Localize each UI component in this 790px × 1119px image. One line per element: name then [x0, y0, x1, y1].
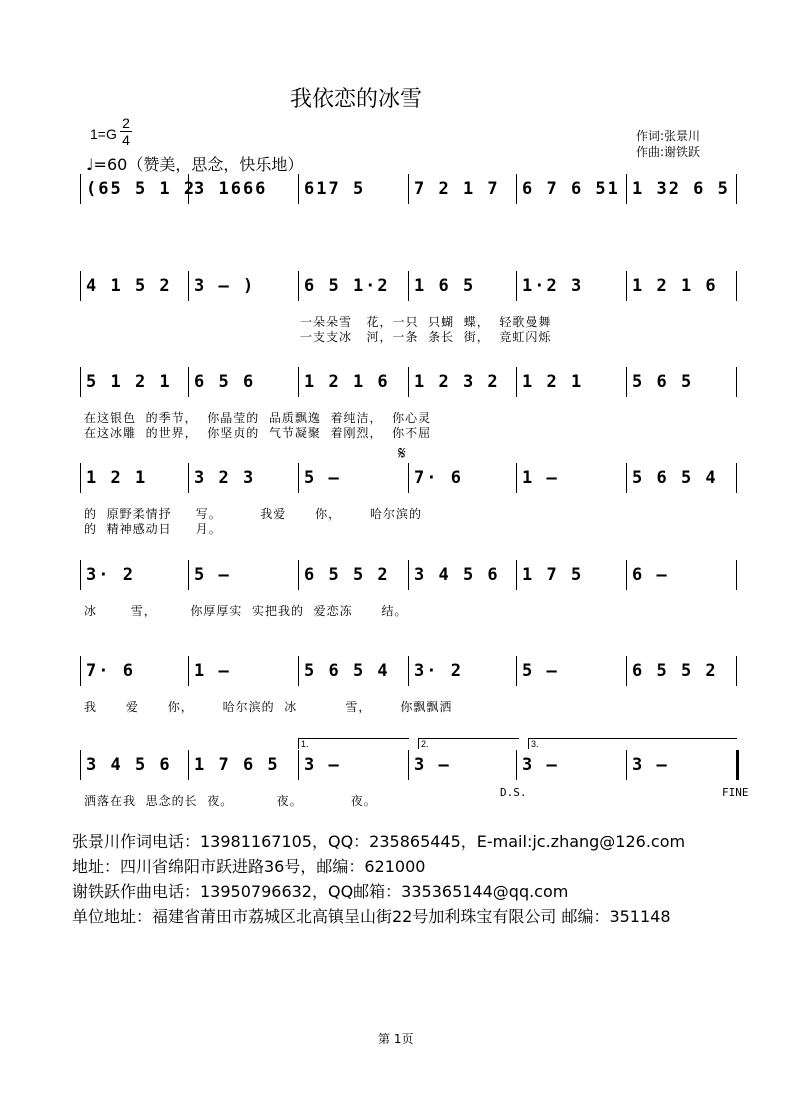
measure: 5 –: [194, 565, 231, 585]
bar-line: [516, 560, 517, 590]
bar-line: [736, 560, 737, 590]
measure: 6 5 1·2: [304, 276, 390, 296]
bar-line: [298, 750, 299, 780]
measure: 5 –: [304, 468, 341, 488]
bar-line: [736, 750, 739, 780]
score-row: [0, 367, 790, 440]
bar-line: [516, 367, 517, 397]
bar-line: [626, 174, 627, 204]
bar-line: [80, 463, 81, 493]
measure: 6 7 6 51: [522, 179, 620, 199]
measure: 1·2 3: [522, 276, 584, 296]
measure: 3 4 5 6: [86, 755, 172, 775]
bar-line: [516, 750, 517, 780]
measure: 4 1 5 2: [86, 276, 172, 296]
measure: 1 6 5: [414, 276, 476, 296]
measure: 3 –: [414, 755, 451, 775]
bar-line: [80, 271, 81, 301]
bar-line: [80, 750, 81, 780]
measure: 1 7 6 5: [194, 755, 280, 775]
bar-line: [736, 367, 737, 397]
page-number: 第 1页: [378, 1032, 414, 1046]
lyric-line: 洒落在我 思念的长 夜。 夜。 夜。: [84, 794, 377, 808]
lyric-line: 一朵朵雪 花，一只 只蝴 蝶， 轻歌曼舞: [300, 315, 552, 329]
score-row: [0, 656, 790, 726]
measure: 1 2 1 6: [632, 276, 718, 296]
measure: 6 5 6: [194, 372, 256, 392]
measure: 7· 6: [414, 468, 463, 488]
bar-line: [298, 174, 299, 204]
measure: 3 2 3: [194, 468, 256, 488]
bar-line: [188, 560, 189, 590]
contact-line: 谢铁跃作曲电话：13950796632，QQ邮箱：335365144@qq.com: [72, 882, 569, 901]
bar-line: [80, 367, 81, 397]
lyric-line: 冰 雪， 你厚厚实 实把我的 爱恋冻 结。: [84, 604, 408, 618]
bar-line: [80, 174, 81, 204]
bar-line: [626, 463, 627, 493]
measure: 5 1 2 1: [86, 372, 172, 392]
time-signature: 2 4: [120, 115, 132, 148]
composer: 作曲:谢铁跃: [636, 145, 701, 159]
score-row: [0, 750, 790, 820]
ds-mark: D.S.: [500, 786, 527, 799]
measure: 5 6 5 4: [632, 468, 718, 488]
measure: 3 –: [304, 755, 341, 775]
bar-line: [188, 367, 189, 397]
bar-line: [298, 560, 299, 590]
bar-line: [188, 463, 189, 493]
volta-3: 3.: [528, 738, 737, 749]
fine-mark: FINE: [722, 786, 749, 799]
measure: 1 32 6 5: [632, 179, 730, 199]
bar-line: [188, 271, 189, 301]
measure: 1 7 5: [522, 565, 584, 585]
measure: 6 –: [632, 565, 669, 585]
bar-line: [408, 271, 409, 301]
measure: 6 5 5 2: [304, 565, 390, 585]
measure: 3· 2: [414, 661, 463, 681]
measure: 3 –: [632, 755, 669, 775]
measure: 6 5 5 2: [632, 661, 718, 681]
contact-line: 单位地址：福建省莆田市荔城区北高镇呈山街22号加利珠宝有限公司 邮编：351148: [72, 907, 671, 926]
measure: 1 2 3 2: [414, 372, 500, 392]
volta-1: 1.: [298, 738, 409, 749]
score-row: [0, 560, 790, 630]
measure: 5 6 5 4: [304, 661, 390, 681]
bar-line: [626, 656, 627, 686]
bar-line: [626, 271, 627, 301]
bar-line: [626, 560, 627, 590]
bar-line: [626, 750, 627, 780]
bar-line: [188, 656, 189, 686]
credits: [636, 128, 700, 160]
bar-line: [298, 463, 299, 493]
bar-line: [80, 560, 81, 590]
bar-line: [736, 656, 737, 686]
bar-line: [408, 656, 409, 686]
score-row: [0, 271, 790, 344]
bar-line: [736, 174, 737, 204]
lyric-line: 我 爱 你， 哈尔滨的 冰 雪， 你飘飘洒: [84, 700, 453, 714]
bar-line: [516, 463, 517, 493]
bar-line: [188, 750, 189, 780]
measure: 3· 2: [86, 565, 135, 585]
measure: 1 2 1 6: [304, 372, 390, 392]
bar-line: [408, 750, 409, 780]
bar-line: [516, 271, 517, 301]
measure: 1 2 1: [522, 372, 584, 392]
bar-line: [516, 656, 517, 686]
measure: 5 6 5: [632, 372, 694, 392]
bar-line: [408, 367, 409, 397]
segno-mark: 𝄋: [398, 443, 406, 463]
bar-line: [626, 367, 627, 397]
measure: 3 4 5 6: [414, 565, 500, 585]
song-title: 我依恋的冰雪: [290, 87, 423, 112]
measure: 3 –: [522, 755, 559, 775]
lyric-line: 一支支冰 河，一条 条长 街， 竞虹闪烁: [300, 330, 552, 344]
bar-line: [298, 271, 299, 301]
bar-line: [80, 656, 81, 686]
measure: 617 5: [304, 179, 366, 199]
lyric-line: 的 精神感动日 月。: [84, 522, 222, 536]
lyric-line: 的 原野柔情抒 写。 我爱 你， 哈尔滨的: [84, 507, 422, 521]
measure: 7 2 1 7: [414, 179, 500, 199]
contact-line: 地址：四川省绵阳市跃进路36号，邮编：621000: [72, 857, 426, 876]
bar-line: [736, 463, 737, 493]
volta-2: 2.: [418, 738, 519, 749]
bar-line: [408, 174, 409, 204]
bar-line: [298, 656, 299, 686]
lyric-line: 在这冰雕 的世界， 你坚贞的 气节凝聚 着刚烈， 你不屈: [84, 426, 432, 440]
contact-line: 张景川作词电话：13981167105，QQ：235865445，E-mail:jc.zhang@126.com: [72, 832, 686, 851]
lyricist: 作词:张景川: [636, 129, 701, 143]
measure: 3 – ): [194, 276, 256, 296]
score-row: [0, 463, 790, 536]
contact-info: [72, 829, 685, 929]
measure: 3 1666: [194, 179, 268, 199]
measure: 5 –: [522, 661, 559, 681]
measure: 1 –: [194, 661, 231, 681]
measure: 7· 6: [86, 661, 135, 681]
bar-line: [408, 560, 409, 590]
lyric-line: 在这银色 的季节， 你晶莹的 品质飘逸 着纯洁， 你心灵: [84, 411, 432, 425]
measure: (65 5 1 2: [86, 179, 197, 199]
bar-line: [298, 367, 299, 397]
tempo-marking: ♩=60（赞美，思念，快乐地）: [86, 155, 304, 174]
measure: 1 –: [522, 468, 559, 488]
key-signature: 1=G: [90, 126, 117, 142]
bar-line: [736, 271, 737, 301]
measure: 1 2 1: [86, 468, 148, 488]
score-row: [0, 174, 790, 244]
bar-line: [516, 174, 517, 204]
bar-line: [408, 463, 409, 493]
